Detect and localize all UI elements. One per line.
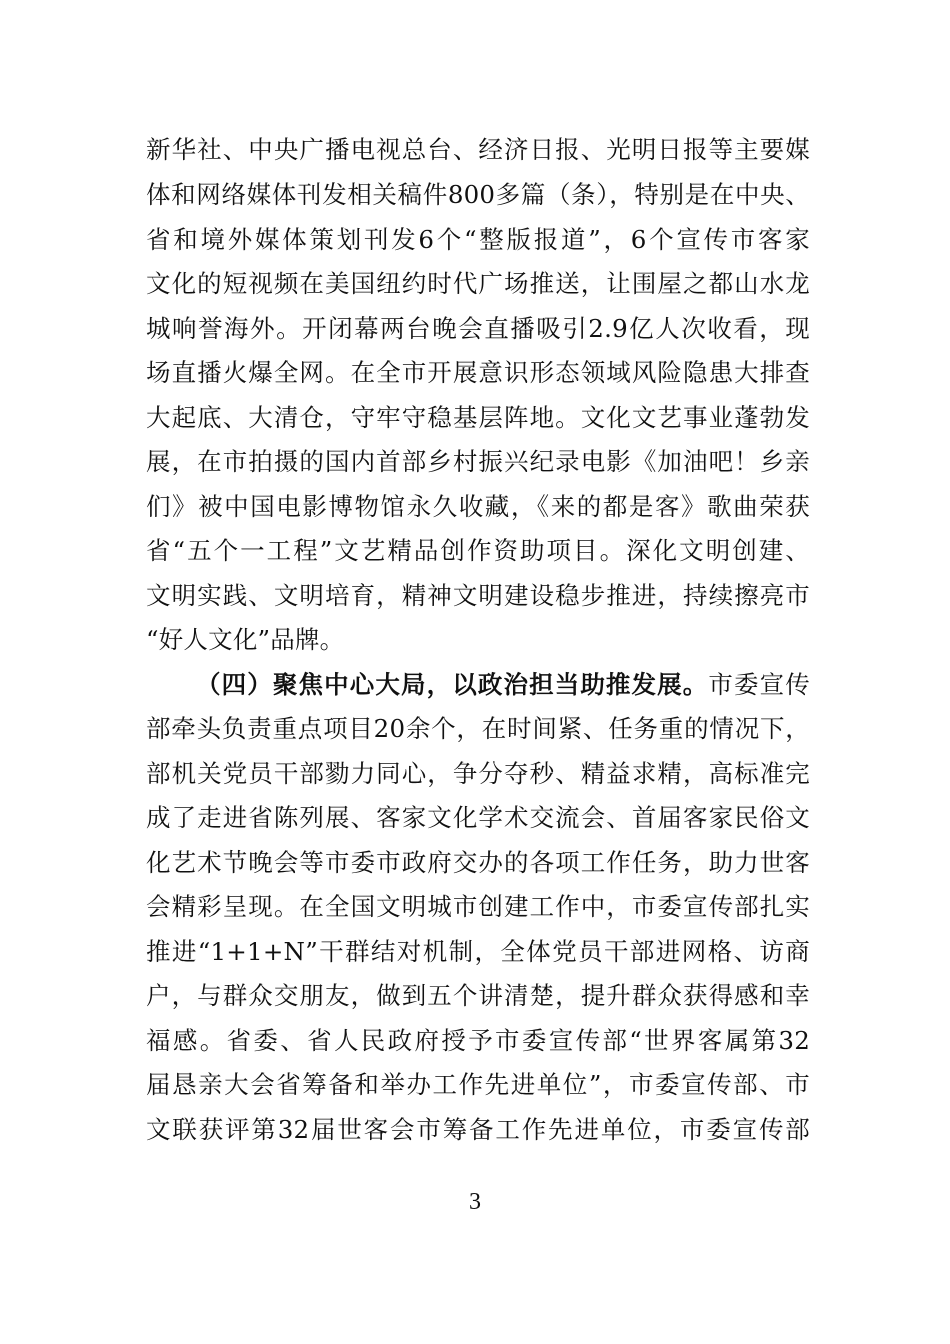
text-line-14: 部牵头负责重点项目20余个，在时间紧、任务重的情况下， bbox=[146, 714, 810, 743]
text-line-16: 成了走进省陈列展、客家文化学术交流会、首届客家民俗文 bbox=[146, 803, 810, 832]
text-line-9: 们》被中国电影博物馆永久收藏，《来的都是客》歌曲荣获 bbox=[146, 492, 810, 521]
text-line-10: 省“五个一工程”文艺精品创作资助项目。深化文明创建、 bbox=[146, 536, 810, 565]
text-line-19: 推进“1+1+N”干群结对机制，全体党员干部进网格、访商 bbox=[146, 937, 810, 966]
text-line-23: 文联获评第32届世客会市筹备工作先进单位，市委宣传部 bbox=[146, 1115, 810, 1144]
text-line-12: “好人文化”品牌。 bbox=[146, 625, 345, 654]
text-line-8: 展，在市拍摄的国内首部乡村振兴纪录电影《加油吧！乡亲 bbox=[146, 447, 810, 476]
text-line-21: 福感。省委、省人民政府授予市委宣传部“世界客属第32 bbox=[146, 1026, 810, 1055]
section-heading-continuation: 市委宣传 bbox=[708, 670, 810, 699]
text-line-22: 届恳亲大会省筹备和举办工作先进单位”，市委宣传部、市 bbox=[146, 1070, 810, 1099]
text-line-3: 省和境外媒体策划刊发6个“整版报道”，6个宣传市客家 bbox=[146, 225, 810, 254]
text-line-15: 部机关党员干部勠力同心，争分夺秒、精益求精，高标准完 bbox=[146, 759, 810, 788]
text-line-1: 新华社、中央广播电视总台、经济日报、光明日报等主要媒 bbox=[146, 135, 810, 164]
text-line-20: 户，与群众交朋友，做到五个讲清楚，提升群众获得感和幸 bbox=[146, 981, 810, 1010]
text-line-6: 场直播火爆全网。在全市开展意识形态领域风险隐患大排查 bbox=[146, 358, 810, 387]
text-line-11: 文明实践、文明培育，精神文明建设稳步推进，持续擦亮市 bbox=[146, 581, 810, 610]
text-line-4: 文化的短视频在美国纽约时代广场推送，让围屋之都山水龙 bbox=[146, 269, 810, 298]
text-line-5: 城响誉海外。开闭幕两台晚会直播吸引2.9亿人次收看，现 bbox=[146, 314, 810, 343]
page-number: 3 bbox=[469, 1189, 481, 1215]
section-heading: （四）聚焦中心大局，以政治担当助推发展。 bbox=[196, 670, 709, 699]
text-line-18: 会精彩呈现。在全国文明城市创建工作中，市委宣传部扎实 bbox=[146, 892, 810, 921]
text-line-17: 化艺术节晚会等市委市政府交办的各项工作任务，助力世客 bbox=[146, 848, 810, 877]
section-heading-line bbox=[196, 670, 810, 700]
text-line-2: 体和网络媒体刊发相关稿件800多篇（条），特别是在中央、 bbox=[146, 180, 810, 209]
text-line-7: 大起底、大清仓，守牢守稳基层阵地。文化文艺事业蓬勃发 bbox=[146, 403, 810, 432]
